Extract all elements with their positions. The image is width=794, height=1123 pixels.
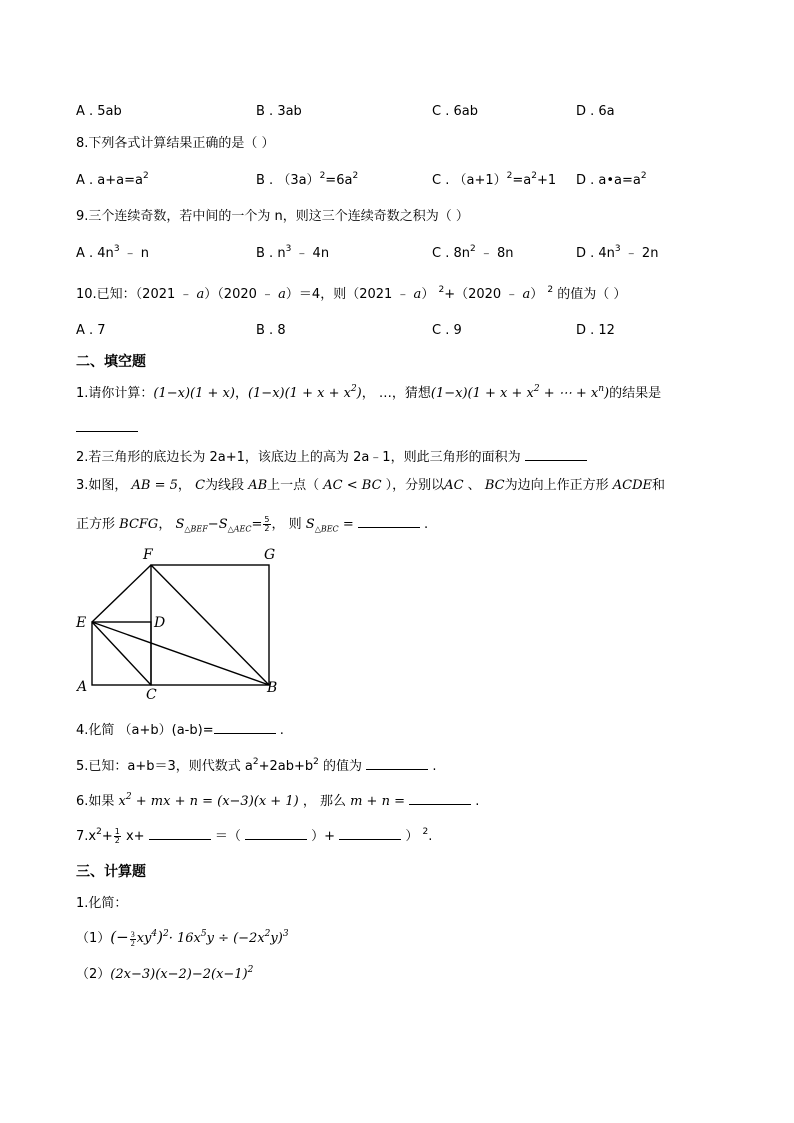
fill3-line2: 正方形 BCFG， $S_{\triangle BEF}-S_{\triangle AEC}=$ $\frac{5}{2}$ ， 则 $S_{\triangle BEC}$ = . xyxy=(76,515,429,534)
fill7-text: $7.x^2+$ $\frac{1}{2}$ x+ ＝（ ）+ ） $^2$. xyxy=(76,827,433,845)
q7-option-d: D . 6a xyxy=(576,104,615,119)
fill1-answer-blank[interactable] xyxy=(76,418,138,432)
section-fill-in-heading: 二、填空题 xyxy=(76,354,146,370)
q7-option-b: B . 3ab xyxy=(256,104,302,119)
q10-option-d: D . 12 xyxy=(576,323,615,338)
fill6-text: 6.如果 $x^2$ + mx + n = (x−3)(x + 1) ， 那么 m + n = . xyxy=(76,792,480,809)
q9-stem: 9.三个连续奇数，若中间的一个为 n，则这三个连续奇数之积为（ ） xyxy=(76,209,469,224)
q9-option-b: B . $n^3$ ﹣ 4n xyxy=(256,244,330,261)
fraction-3-2: $\frac{3}{2}$ xyxy=(130,929,135,948)
segment-ef xyxy=(92,565,151,622)
label-a: A xyxy=(77,679,88,695)
q8-option-c: C . $(a+1)^2=a^2+1$ xyxy=(432,171,557,188)
calc1-label: 1.化简： xyxy=(76,896,128,911)
q8-option-a: A . $a+a=a^2$ xyxy=(76,171,149,188)
fill7-blank-1[interactable] xyxy=(149,826,211,840)
label-c: C xyxy=(146,687,157,703)
fill3-line1: 3.如图， AB = 5， C为线段 AB上一点（ AC < BC ），分别以AC 、 BC为边向上作正方形 ACDE和 xyxy=(76,478,665,493)
fill7-blank-2[interactable] xyxy=(245,826,307,840)
q10-stem: 10.已知：（2021 ﹣ a）（2020 ﹣ a）＝4，则（2021 ﹣ a） $^2$+（2020 ﹣ a） $^2$ 的值为（ ） xyxy=(76,285,627,302)
fill1-text: 1.请你计算：(1−x)(1 + x)，$(1-x)(1 + x + x^2)$， …，猜想$(1-x)(1 + x + x^2$ + ⋯ + $x^n$)的结果是 xyxy=(76,384,662,401)
fill5-text: 5.已知：a+b＝3，则代数式 $a^2+2ab+b^2$ 的值为 . xyxy=(76,757,437,774)
q8-option-b: B . $(3a)^2=6a^2$ xyxy=(256,171,359,188)
section-calculation-heading: 三、计算题 xyxy=(76,864,146,880)
q7-option-c: C . 6ab xyxy=(432,104,478,119)
fill2-answer-blank[interactable] xyxy=(525,447,587,461)
fill3-answer-blank[interactable] xyxy=(358,514,420,528)
q8-stem: 8.下列各式计算结果正确的是（ ） xyxy=(76,136,275,151)
q10-option-b: B . 8 xyxy=(256,323,286,338)
fraction-5-2: $\frac{5}{2}$ xyxy=(264,515,270,533)
segment-fb xyxy=(151,565,269,685)
label-e: E xyxy=(76,615,87,631)
label-f: F xyxy=(143,547,153,563)
fill4-answer-blank[interactable] xyxy=(214,720,276,734)
q10-option-c: C . 9 xyxy=(432,323,462,338)
fill4-text: 4.化简 （a+b）(a-b)= . xyxy=(76,720,284,739)
label-g: G xyxy=(264,547,276,563)
geometry-figure xyxy=(72,544,292,704)
label-d: D xyxy=(154,615,166,631)
q10-option-a: A . 7 xyxy=(76,323,106,338)
fill7-blank-3[interactable] xyxy=(339,826,401,840)
segment-ec xyxy=(92,622,151,685)
fill5-answer-blank[interactable] xyxy=(366,756,428,770)
fill2-text: 2.若三角形的底边长为 2a+1，该底边上的高为 2a﹣1，则此三角形的面积为 xyxy=(76,447,587,466)
fill6-answer-blank[interactable] xyxy=(409,791,471,805)
q9-option-d: D . $4n^3$ ﹣ 2n xyxy=(576,244,659,261)
segment-eb xyxy=(92,622,269,685)
q8-option-d: D . $a•a=a^2$ xyxy=(576,171,647,188)
fraction-1-2: $\frac{1}{2}$ xyxy=(114,827,120,845)
q9-option-a: A . $4n^3$ ﹣ n xyxy=(76,244,150,261)
calc1-2-expression: $(2)(2x-3)(x-2)-2(x-1)^2$ xyxy=(76,965,254,982)
label-b: B xyxy=(267,680,278,696)
q7-option-a: A . 5ab xyxy=(76,104,122,119)
calc1-1-expression: （1）(− $\frac{3}{2}$ $xy^4)^2\cdot 16x^5y \div (-2x^2y)^3$ xyxy=(76,928,289,948)
q9-option-c: C . $8n^2$ ﹣ 8n xyxy=(432,244,514,261)
